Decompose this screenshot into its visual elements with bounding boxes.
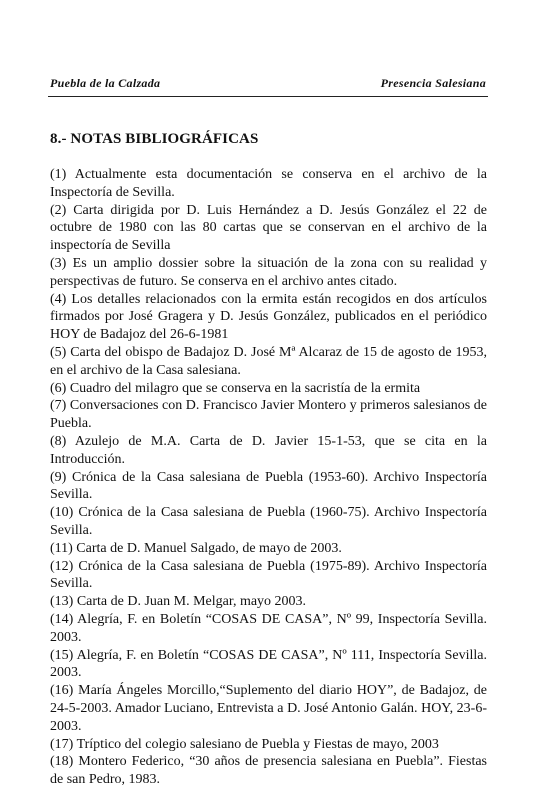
note-item: (15) Alegría, F. en Boletín “COSAS DE CASA”, Nº 111, Inspectoría Sevilla. 2003.: [50, 647, 487, 681]
note-item: (7) Conversaciones con D. Francisco Javier Montero y primeros salesianos de Puebla.: [50, 398, 487, 432]
note-item: (9) Crónica de la Casa salesiana de Puebla (1953-60). Archivo Inspectoría Sevilla.: [50, 469, 487, 503]
note-item: (13) Carta de D. Juan M. Melgar, mayo 2003.: [50, 594, 307, 610]
note-item: (2) Carta dirigida por D. Luis Hernández a D. Jesús González el 22 de octubre de 1980 con las 80 cartas que se conservan en el archivo de la inspectoría de Sevilla: [50, 202, 487, 254]
note-item: (10) Crónica de la Casa salesiana de Puebla (1960-75). Archivo Inspectoría Sevilla.: [50, 505, 487, 538]
running-header: [48, 76, 488, 94]
header-left-title: Puebla de la Calzada: [50, 76, 161, 90]
note-item: (3) Es un amplio dossier sobre la situación de la zona con su realidad y perspectivas de futuro. Se conserva en el archivo antes citado.: [50, 255, 487, 289]
note-item: (5) Carta del obispo de Badajoz D. José Mª Alcaraz de 15 de agosto de 1953, en el archivo de la Casa salesiana.: [50, 344, 487, 378]
header-rule: [48, 96, 488, 97]
note-item: (11) Carta de D. Manuel Salgado, de mayo de 2003.: [50, 540, 342, 556]
note-item: (12) Crónica de la Casa salesiana de Puebla (1975-89). Archivo Inspectoría Sevilla.: [50, 558, 487, 592]
note-item: (18) Montero Federico, “30 años de presencia salesiana en Puebla”. Fiestas de san Pedro, 1983.: [50, 754, 487, 788]
section-title: 8.- NOTAS BIBLIOGRÁFICAS: [50, 131, 259, 147]
header-right-title: Presencia Salesiana: [380, 76, 486, 90]
note-item: (1) Actualmente esta documentación se conserva en el archivo de la Inspectoría de Sevilla.: [50, 167, 487, 200]
note-item: (16) María Ángeles Morcillo,“Suplemento del diario HOY”, de Badajoz, de 24-5-2003. Amador Luciano, Entrevista a D. José Antonio Galán. HOY, 23-6-2003.: [50, 683, 487, 734]
note-item: (17) Tríptico del colegio salesiano de Puebla y Fiestas de mayo, 2003: [50, 736, 439, 752]
note-item: (6) Cuadro del milagro que se conserva en la sacristía de la ermita: [50, 380, 421, 396]
notes-list: [50, 166, 487, 789]
note-item: (8) Azulejo de M.A. Carta de D. Javier 15-1-53, que se cita en la Introducción.: [50, 433, 487, 467]
note-item: (14) Alegría, F. en Boletín “COSAS DE CASA”, Nº 99, Inspectoría Sevilla. 2003.: [50, 611, 487, 645]
note-item: (4) Los detalles relacionados con la ermita están recogidos en dos artículos firmados por José Gragera y D. Jesús González, publicados en el periódico HOY de Badajoz del 26-6-1981: [50, 291, 487, 343]
